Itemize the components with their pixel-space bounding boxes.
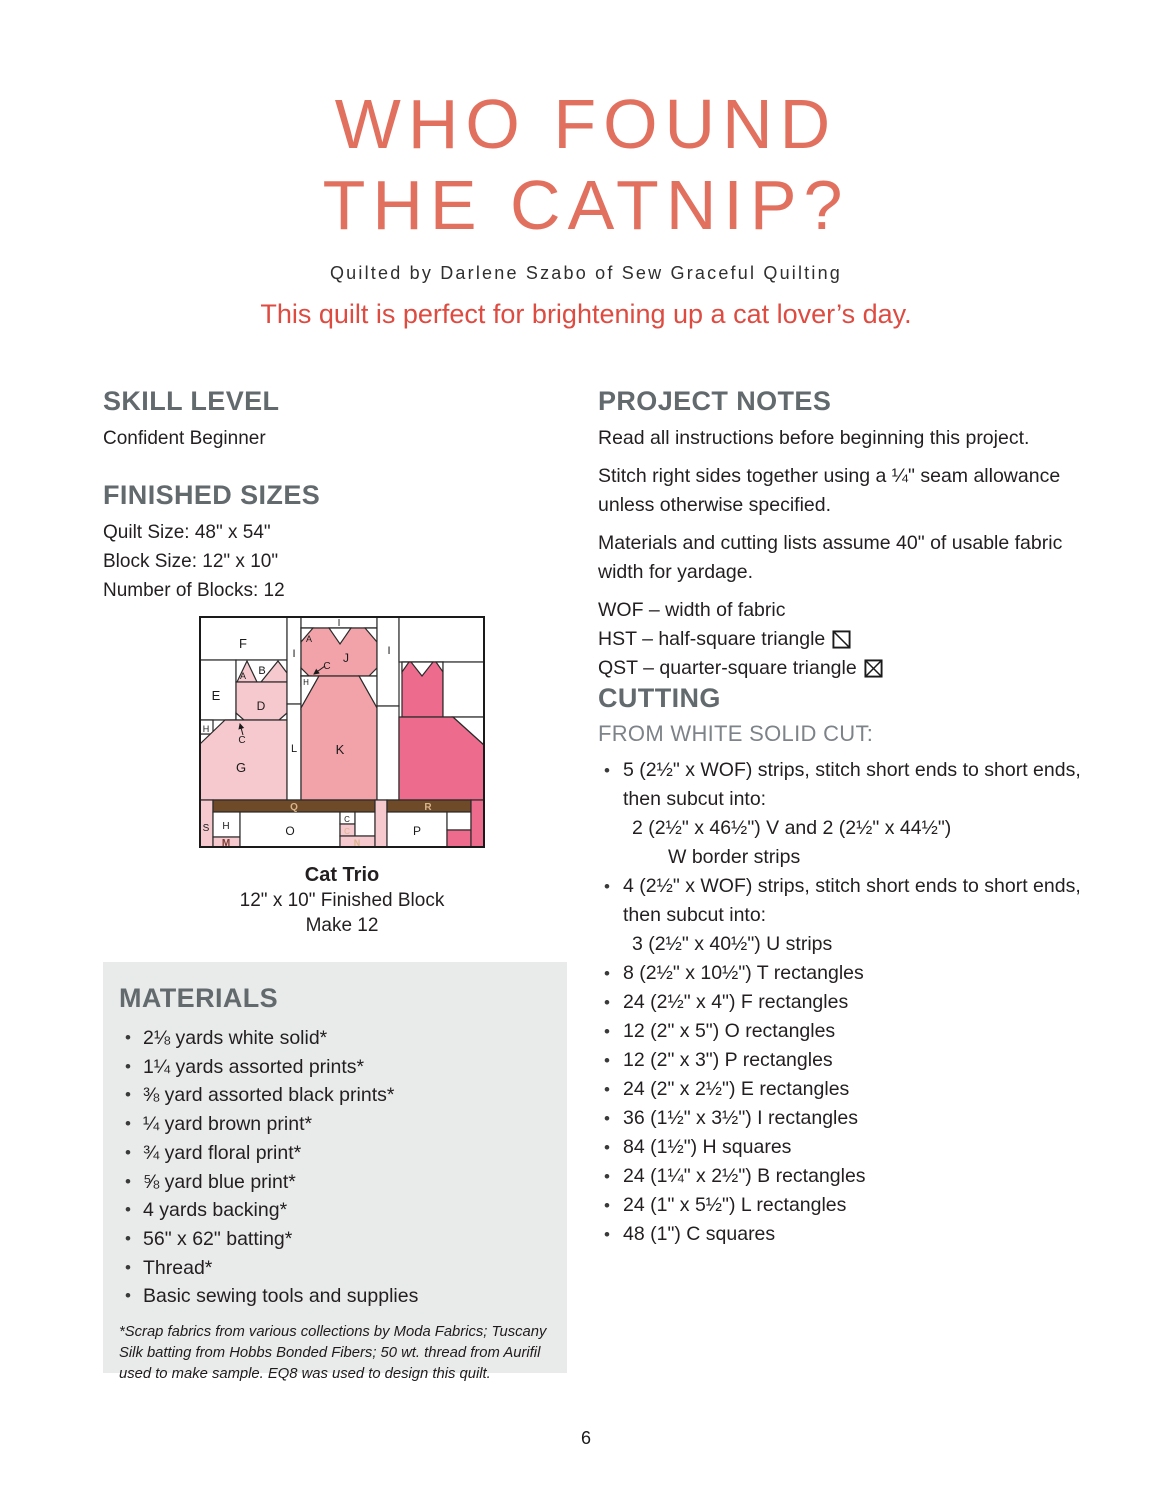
diagram-label-C: C <box>323 661 331 672</box>
cutting-subline: 2 (2½" x 46½") V and 2 (2½" x 44½") <box>632 817 952 839</box>
finished-size-line: Number of Blocks: 12 <box>103 580 285 601</box>
cutting-item: • 4 (2½" x WOF) strips, stitch short ends to short ends, then subcut into: <box>598 872 1082 930</box>
finished-sizes-list <box>103 518 503 605</box>
diagram-label-H: H <box>303 678 309 687</box>
diagram-label-A: A <box>239 671 247 681</box>
page-title <box>0 84 1172 246</box>
materials-item: • Basic sewing tools and supplies <box>119 1282 549 1311</box>
abbreviation-row <box>598 625 1082 654</box>
cutting-item: • 12 (2" x 3") P rectangles <box>598 1046 1082 1075</box>
diagram-label-R: R <box>424 802 432 813</box>
finished-size-line: Quilt Size: 48" x 54" <box>103 522 271 543</box>
materials-footnote: *Scrap fabrics from various collections by Moda Fabrics; Tuscany Silk batting from Hobbs Bonded Fibers; 50 wt. thread from Aurifil used to make sample. EQ8 was used to design this quilt. <box>119 1324 547 1383</box>
byline: Quilted by Darlene Szabo of Sew Graceful Quilting <box>329 263 842 283</box>
abbreviation-text: HST – half-square triangle <box>598 628 826 650</box>
tagline: This quilt is perfect for brightening up a cat lover’s day. <box>260 299 912 329</box>
page-number: 6 <box>580 1428 591 1448</box>
diagram-label-S: S <box>202 823 210 834</box>
left-column <box>103 386 503 605</box>
materials-item: • ¾ yard floral print* <box>119 1139 549 1168</box>
cutting-item: • 24 (2½" x 4") F rectangles <box>598 988 1082 1017</box>
diagram-label-O: O <box>285 824 295 838</box>
materials-item: • ¼ yard brown print* <box>119 1110 549 1139</box>
cat-trio-block-diagram <box>199 616 485 848</box>
cutting-item: • 5 (2½" x WOF) strips, stitch short ends to short ends, then subcut into: <box>598 756 1082 814</box>
diagram-label-M: M <box>221 838 231 848</box>
cutting-item: • 24 (1" x 5½") L rectangles <box>598 1191 1082 1220</box>
abbreviation-text: WOF – width of fabric <box>598 599 786 621</box>
diagram-label-I: I <box>387 645 391 657</box>
cutting-item: • 24 (1¼" x 2½") B rectangles <box>598 1162 1082 1191</box>
materials-item: • ⅜ yard assorted black prints* <box>119 1081 549 1110</box>
diagram-label-E: E <box>211 688 221 703</box>
skill-level-section <box>103 386 503 453</box>
abbreviation-row <box>598 654 1082 683</box>
materials-item: • Thread* <box>119 1254 549 1283</box>
cutting-subheading: FROM WHITE SOLID CUT: <box>598 721 874 746</box>
diagram-label-N: N <box>353 838 361 848</box>
diagram-label-G: G <box>235 760 247 775</box>
diagram-label-C: C <box>344 815 350 824</box>
finished-sizes-heading: FINISHED SIZES <box>103 480 321 510</box>
materials-item: • 1¼ yards assorted prints* <box>119 1053 549 1082</box>
diagram-caption <box>199 863 485 938</box>
materials-heading: MATERIALS <box>119 983 279 1013</box>
finished-sizes-section <box>103 480 503 605</box>
diagram-label-K: K <box>335 742 345 757</box>
materials-item: • ⅝ yard blue print* <box>119 1168 549 1197</box>
hst-icon <box>832 630 851 649</box>
diagram-label-C: C <box>238 735 246 746</box>
diagram-label-H: H <box>202 724 210 734</box>
cutting-subline: W border strips <box>668 846 801 868</box>
cutting-subline: 3 (2½" x 40½") U strips <box>632 933 833 955</box>
project-note: Materials and cutting lists assume 40" of usable fabric width for yardage. <box>598 532 1063 583</box>
diagram-label-I: I <box>292 648 296 660</box>
diagram-label-A: A <box>305 634 313 644</box>
materials-item: • 4 yards backing* <box>119 1196 549 1225</box>
qst-icon <box>864 659 883 678</box>
cutting-item: • 12 (2" x 5") O rectangles <box>598 1017 1082 1046</box>
cutting-item: • 36 (1½" x 3½") I rectangles <box>598 1104 1082 1133</box>
materials-item: • 56" x 62" batting* <box>119 1225 549 1254</box>
diagram-label-L: L <box>290 743 298 755</box>
materials-section <box>103 962 567 1383</box>
abbreviation-text: QST – quarter-square triangle <box>598 657 857 679</box>
materials-list <box>119 1024 549 1311</box>
cutting-item: • 84 (1½") H squares <box>598 1133 1082 1162</box>
project-notes-heading: PROJECT NOTES <box>598 386 832 416</box>
diagram-label-I: I <box>337 618 341 629</box>
abbreviation-list <box>598 596 1082 683</box>
diagram-caption-make: Make 12 <box>305 915 379 936</box>
diagram-label-C: C <box>344 827 350 836</box>
materials-item: • 2⅛ yards white solid* <box>119 1024 549 1053</box>
diagram-label-D: D <box>256 699 266 713</box>
page-header <box>0 84 1172 330</box>
cutting-item: • 24 (2" x 2½") E rectangles <box>598 1075 1082 1104</box>
cutting-item: • 48 (1") C squares <box>598 1220 1082 1249</box>
diagram-label-H: H <box>222 821 230 832</box>
abbreviation-row <box>598 596 1082 625</box>
diagram-label-J: J <box>343 651 349 665</box>
right-column <box>598 386 1082 1249</box>
block-diagram <box>199 616 485 938</box>
skill-level-heading: SKILL LEVEL <box>103 386 280 416</box>
cutting-item: • 8 (2½" x 10½") T rectangles <box>598 959 1082 988</box>
skill-level-value: Confident Beginner <box>103 428 266 449</box>
project-note: Read all instructions before beginning this project. <box>598 427 1030 449</box>
finished-size-line: Block Size: 12" x 10" <box>103 551 279 572</box>
diagram-label-B: B <box>258 665 266 677</box>
project-note: Stitch right sides together using a ¼" seam allowance unless otherwise specified. <box>598 465 1061 516</box>
cutting-list <box>598 756 1082 1249</box>
diagram-label-P: P <box>412 824 422 838</box>
title-line-2: THE CATNIP? <box>322 166 850 244</box>
diagram-caption-size: 12" x 10" Finished Block <box>239 890 445 911</box>
diagram-caption-title: Cat Trio <box>304 864 380 886</box>
cutting-heading: CUTTING <box>598 683 721 713</box>
title-line-1: WHO FOUND <box>334 85 838 163</box>
diagram-label-Q: Q <box>290 802 298 813</box>
diagram-label-F: F <box>239 636 247 651</box>
project-notes-paragraphs <box>598 424 1082 587</box>
